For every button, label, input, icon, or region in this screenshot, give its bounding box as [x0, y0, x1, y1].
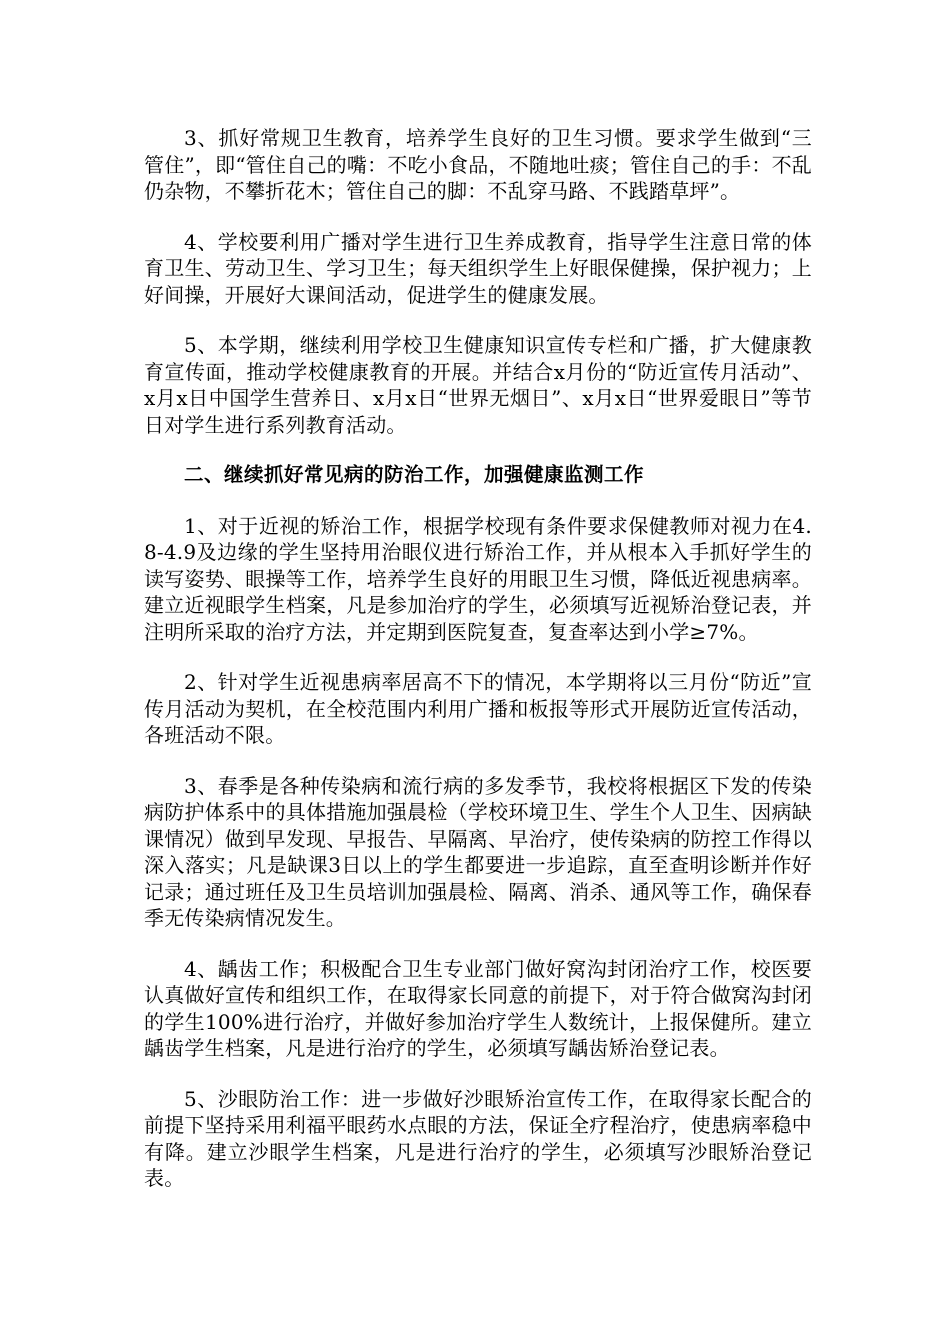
- document-body: [144, 125, 812, 1216]
- paragraph-infectious-disease: 3、春季是各种传染病和流行病的多发季节，我校将根据区下发的传染病防护体系中的具体措施加强晨检（学校环境卫生、学生个人卫生、因病缺课情况）做到早发现、早报告、早隔离、早治疗，使传染病的防控工作得以深入落实；凡是缺课3日以上的学生都要进一步追踪，直至查明诊断并作好记录；通过班任及卫生员培训加强晨检、隔离、消杀、通风等工作，确保春季无传染病情况发生。: [144, 773, 812, 930]
- paragraph-hygiene-education: 3、抓好常规卫生教育，培养学生良好的卫生习惯。要求学生做到“三管住”，即“管住自己的嘴：不吃小食品，不随地吐痰；管住自己的手：不乱仍杂物，不攀折花木；管住自己的脚：不乱穿马路、不践踏草坪”。: [144, 126, 812, 203]
- section-heading: 二、继续抓好常见病的防治工作，加强健康监测工作: [184, 463, 645, 486]
- paragraph-health-publicity: 5、本学期，继续利用学校卫生健康知识宣传专栏和广播，扩大健康教育宣传面，推动学校健康教育的开展。并结合x月份的“防近宣传月活动”、 x月x日中国学生营养日、x月x日“世界无烟日”、x月x日“世界爱眼日”等节日对学生进行系列教育活动。: [144, 333, 812, 437]
- paragraph-trachoma: 5、沙眼防治工作：进一步做好沙眼矫治宣传工作，在取得家长配合的前提下坚持采用利福平眼药水点眼的方法，保证全疗程治疗，使患病率稳中有降。建立沙眼学生档案，凡是进行治疗的学生，必须填写沙眼矫治登记表。: [144, 1086, 812, 1190]
- paragraph-dental-caries: 4、龋齿工作；积极配合卫生专业部门做好窝沟封闭治疗工作，校医要认真做好宣传和组织工作，在取得家长同意的前提下，对于符合做窝沟封闭的学生100%进行治疗，并做好参加治疗学生人数统计，上报保健所。建立龋齿学生档案，凡是进行治疗的学生，必须填写龋齿矫治登记表。: [144, 956, 812, 1060]
- paragraph-myopia-treatment: 1、对于近视的矫治工作，根据学校现有条件要求保健教师对视力在4.8-4.9及边缘的学生坚持用治眼仪进行矫治工作，并从根本入手抓好学生的读写姿势、眼操等工作，培养学生良好的用眼卫生习惯，降低近视患病率。建立近视眼学生档案，凡是参加治疗的学生，必须填写近视矫治登记表，并注明所采取的治疗方法，并定期到医院复查，复查率达到小学≥7%。: [144, 513, 812, 644]
- paragraph-myopia-campaign: 2、针对学生近视患病率居高不下的情况，本学期将以三月份“防近”宣传月活动为契机，在全校范围内利用广播和板报等形式开展防近宣传活动，各班活动不限。: [144, 670, 812, 747]
- paragraph-broadcast-education: 4、学校要利用广播对学生进行卫生养成教育，指导学生注意日常的体育卫生、劳动卫生、学习卫生；每天组织学生上好眼保健操，保护视力；上好间操，开展好大课间活动，促进学生的健康发展。: [144, 229, 812, 307]
